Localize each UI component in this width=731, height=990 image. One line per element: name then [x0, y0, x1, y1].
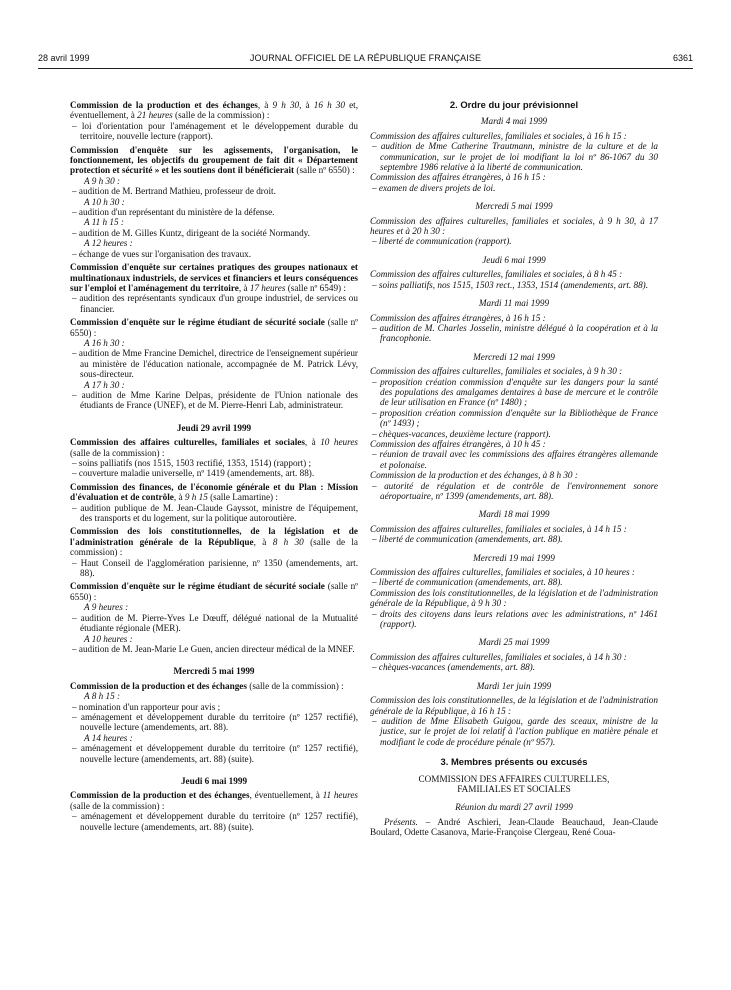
agenda-item: – liberté de communication (rapport).	[372, 236, 512, 247]
agenda-item: – liberté de communication (amendements, art. 88).	[372, 577, 563, 588]
session-time: A 11 h 15 :	[84, 217, 124, 228]
agenda-item: – examen de divers projets de loi.	[372, 182, 496, 193]
committee-paragraph: Commission des affaires culturelles, familiales et sociales, à 14 h 30 :	[370, 651, 627, 662]
paragraph-text: (salle nº 6550) :	[70, 581, 359, 602]
committee-paragraph	[70, 262, 358, 293]
date-heading: Mercredi 5 mai 1999	[475, 201, 553, 212]
agenda-item: – audition de M. Jean-Marie Le Guen, ancien directeur médical de la MNEF.	[72, 643, 355, 654]
date-heading: Jeudi 6 mai 1999	[482, 254, 546, 265]
agenda-item: – audition de M. Gilles Kuntz, dirigeant de la société Normandy.	[72, 227, 310, 238]
section-heading: 2. Ordre du jour prévisionnel	[449, 99, 579, 110]
committee-name: Commission d'enquête sur les agissements, l'organisation, le fonctionnement, les objectifs du groupement de fait dit « Département protection et sécurité » et les soutiens dont il bénéficierait	[70, 144, 358, 176]
paragraph-text: , à	[253, 536, 273, 547]
session-time: A 9 h 30 :	[84, 175, 121, 186]
day-heading: Jeudi 6 mai 1999	[180, 775, 248, 786]
agenda-item: – réunion de travail avec les commissions des affaires étrangères allemande et polonaise.	[372, 449, 658, 470]
paragraph-text: (salle nº 6549) :	[285, 282, 346, 293]
session-time: A 8 h 15 :	[84, 691, 121, 702]
agenda-item: – audition de Mme Francine Demichel, directrice de l'enseignement supérieur au ministère de l'éducation nationale, accompagnée de M. Patrick Lévy, sous-directeur.	[72, 348, 358, 380]
session-time: A 14 heures :	[84, 732, 133, 743]
right-column	[370, 100, 658, 838]
meeting-time: 17 heures	[249, 282, 286, 293]
date-heading: Mercredi 19 mai 1999	[473, 552, 555, 563]
agenda-item: – nomination d'un rapporteur pour avis ;	[72, 701, 221, 712]
agenda-item: – audition de M. Pierre-Yves Le Dœuff, délégué national de la Mutualité étudiante régionale (MER).	[72, 612, 358, 634]
agenda-item: – Haut Conseil de l'agglomération parisienne, nº 1350 (amendements, art. 88).	[72, 557, 358, 579]
session-time: A 16 h 30 :	[84, 337, 125, 348]
session-time: A 10 h 30 :	[84, 196, 125, 207]
committee-name: Commission des lois constitutionnelles, de la législation et de l'administration générale de la République	[70, 526, 358, 547]
agenda-item: – audition de Mme Catherine Trautmann, ministre de la culture et de la communication, sur le projet de loi modifiant la loi nº 86-1067 du 30 septembre 1986 relative à la liberté de communication.	[372, 141, 658, 173]
committee-paragraph: Commission des affaires étrangères, à 16 h 15 :	[370, 312, 546, 323]
agenda-item: – liberté de communication (amendements, art. 88).	[372, 534, 563, 545]
section-heading: 3. Membres présents ou excusés	[440, 756, 588, 768]
meeting-time: 11 heures	[322, 790, 358, 801]
committee-paragraph: Commission des affaires culturelles, familiales et sociales, à 8 h 45 :	[370, 269, 623, 280]
paragraph-text: (salle nº 6550) :	[294, 165, 355, 176]
agenda-item: – audition d'un représentant du ministère de la défense.	[72, 207, 275, 218]
session-time: A 12 heures :	[84, 238, 133, 249]
paragraph-text: (salle de la commission) :	[172, 110, 270, 121]
committee-name: Commission de la production et des échanges	[70, 680, 247, 691]
committee-name: Commission d'enquête sur le régime étudiant de sécurité sociale	[70, 581, 325, 592]
header-rule	[38, 68, 693, 69]
attendance-label: Présents.	[384, 816, 418, 827]
paragraph-text: (salle de la commission) :	[70, 536, 359, 558]
committee-paragraph: Commission de la production et des échanges, à 8 h 30 :	[370, 470, 578, 481]
agenda-item: – aménagement et développement durable du territoire (nº 1257 rectifié), nouvelle lecture (amendements, art. 88) (suite).	[72, 743, 358, 764]
committee-title: COMMISSION DES AFFAIRES CULTURELLES, FAMILIALES ET SOCIALES	[418, 773, 610, 794]
committee-name: Commission de la production et des échanges	[70, 790, 250, 801]
agenda-item: – audition de M. Bertrand Mathieu, professeur de droit.	[72, 186, 276, 197]
committee-name: Commission des affaires culturelles, familiales et sociales	[70, 437, 305, 448]
paragraph-text: , à	[299, 100, 314, 110]
session-time: A 9 heures :	[84, 602, 129, 613]
agenda-item: – proposition création commission d'enquête sur la Bibliothèque de France (nº 1493) ;	[372, 407, 658, 429]
date-heading: Mardi 1er juin 1999	[476, 680, 552, 691]
meeting-time: 9 h 30	[272, 100, 300, 110]
committee-name: Commission d'enquête sur le régime étudiant de sécurité sociale	[70, 317, 325, 328]
date-heading: Mardi 4 mai 1999	[480, 116, 548, 127]
paragraph-text: et, éventuellement, à	[70, 100, 359, 121]
agenda-item: – échange de vues sur l'organisation des travaux.	[72, 248, 252, 259]
date-heading: Réunion du mardi 27 avril 1999	[455, 802, 573, 813]
attendance-paragraph	[370, 817, 658, 838]
agenda-item: – chèques-vacances, deuxième lecture (rapport).	[372, 428, 551, 439]
committee-paragraph	[70, 100, 358, 121]
meeting-time: 10 heures	[320, 437, 359, 448]
committee-paragraph: Commission des affaires culturelles, familiales et sociales, à 10 heures :	[370, 567, 635, 578]
agenda-item: – droits des citoyens dans leurs relations avec les administrations, nº 1461 (rapport).	[372, 608, 658, 630]
committee-paragraph: Commission des affaires culturelles, familiales et sociales, à 16 h 15 :	[370, 130, 627, 141]
committee-paragraph: Commission des affaires étrangères, à 10 h 45 :	[370, 438, 546, 449]
paragraph-text: (salle de la commission) :	[70, 447, 165, 458]
committee-paragraph: Commission des lois constitutionnelles, de la législation et de l'administration générale de la République, à 16 h 15 :	[370, 695, 658, 716]
meeting-time: 16 h 30	[313, 100, 345, 110]
agenda-item: – autorité de régulation et de contrôle de l'environnement sonore aéroportuaire, nº 1399 (amendements, art. 88).	[372, 480, 658, 501]
meeting-time: 21 heures	[137, 110, 173, 121]
paragraph-text: (salle nº 6550) :	[70, 317, 359, 338]
committee-paragraph: Commission des affaires culturelles, familiales et sociales, à 9 h 30 :	[370, 366, 623, 377]
paragraph-text: , éventuellement, à	[249, 790, 323, 801]
agenda-item: – soins palliatifs (nos 1515, 1503 rectifié, 1353, 1514) (rapport) ;	[72, 458, 312, 468]
committee-name: Commission de la production et des échanges	[70, 100, 258, 110]
paragraph-text: , à	[304, 437, 321, 448]
agenda-item: – aménagement et développement durable du territoire (nº 1257 rectifié), nouvelle lecture (amendements, art. 88) (suite).	[72, 811, 358, 832]
agenda-item: – proposition création commission d'enquête sur les dangers pour la santé des populations des amalgames dentaires à base de mercure et le contrôle de leur utilisation en France (nº 1480) ;	[372, 376, 658, 408]
header-title: JOURNAL OFFICIEL DE LA RÉPUBLIQUE FRANÇAISE	[249, 53, 482, 63]
session-time: A 17 h 30 :	[84, 379, 125, 390]
committee-paragraph	[70, 437, 358, 458]
committee-name: Commission des finances, de l'économie générale et du Plan : Mission d'évaluation et de contrôle	[70, 481, 358, 503]
committee-paragraph: Commission des affaires culturelles, familiales et sociales, à 14 h 15 :	[370, 523, 627, 534]
agenda-item: – chèques-vacances (amendements, art. 88).	[372, 662, 536, 673]
agenda-item: – audition publique de M. Jean-Claude Gayssot, ministre de l'équipement, des transports et du logement, sur la politique autoroutière.	[72, 502, 358, 524]
meeting-time: 8 h 30	[272, 536, 304, 547]
agenda-item: – loi d'orientation pour l'aménagement et le développement durable du territoire, nouvelle lecture (rapport).	[72, 120, 358, 142]
committee-paragraph	[70, 145, 358, 176]
paragraph-text: (salle de la commission) :	[246, 680, 344, 691]
meeting-time: 9 h 15	[184, 492, 208, 503]
agenda-item: – audition de M. Charles Josselin, ministre délégué à la coopération et à la francophonie.	[372, 322, 658, 344]
header-date: 28 avril 1999	[38, 53, 90, 63]
header-page-number: 6361	[672, 53, 693, 63]
day-heading: Jeudi 29 avril 1999	[176, 422, 252, 433]
committee-paragraph	[70, 581, 358, 602]
agenda-item: – audition de Mme Elisabeth Guigou, garde des sceaux, ministre de la justice, sur le projet de loi relatif à l'action publique en matière pénale et modifiant le code de procédure pénale (nº 957).	[372, 715, 658, 747]
paragraph-text: , à	[173, 492, 185, 503]
committee-paragraph: Commission des affaires culturelles, familiales et sociales, à 9 h 30, à 17 heures et à 20 h 30 :	[370, 215, 658, 237]
committee-paragraph	[70, 681, 358, 691]
day-heading: Mercredi 5 mai 1999	[173, 666, 255, 677]
committee-paragraph: Commission des affaires étrangères, à 16 h 15 :	[370, 172, 546, 183]
left-column	[70, 100, 358, 832]
paragraph-text: (salle de la commission) :	[70, 800, 165, 811]
date-heading: Mardi 25 mai 1999	[478, 637, 550, 648]
agenda-item: – audition des représentants syndicaux d'un groupe industriel, de services ou financier.	[72, 293, 358, 314]
date-heading: Mardi 11 mai 1999	[478, 298, 550, 309]
paragraph-text: , à	[257, 100, 273, 110]
session-time: A 10 heures :	[84, 633, 133, 644]
date-heading: Mercredi 12 mai 1999	[473, 351, 555, 362]
committee-paragraph	[70, 526, 358, 557]
agenda-item: – soins palliatifs, nos 1515, 1503 rect., 1353, 1514 (amendements, art. 88).	[372, 279, 649, 290]
agenda-item: – couverture maladie universelle, nº 1419 (amendements, art. 88).	[72, 468, 315, 479]
committee-paragraph	[70, 790, 358, 811]
paragraph-text: , à	[238, 282, 250, 293]
attendance-names: – André Aschieri, Jean-Claude Beauchaud, Jean-Claude Boulard, Odette Casanova, Marie-Françoise Clergeau, René Coua-	[370, 816, 658, 838]
paragraph-text: (salle Lamartine) :	[207, 492, 278, 503]
committee-name: Commission d'enquête sur certaines pratiques des groupes nationaux et multinationaux industriels, de services et financiers et leurs conséquences sur l'emploi et l'aménagement du territoire	[70, 262, 358, 293]
committee-paragraph	[70, 317, 358, 338]
date-heading: Mardi 18 mai 1999	[478, 509, 550, 520]
agenda-item: – audition de Mme Karine Delpas, présidente de l'Union nationale des étudiants de France (UNEF), et de M. Pierre-Henri Lab, administrateur.	[72, 389, 358, 411]
agenda-item: – aménagement et développement durable du territoire (nº 1257 rectifié), nouvelle lecture (amendements, art. 88).	[72, 711, 358, 733]
committee-paragraph	[70, 482, 358, 503]
page-header	[38, 53, 693, 66]
committee-paragraph: Commission des lois constitutionnelles, de la législation et de l'administration générale de la République, à 9 h 30 :	[370, 587, 658, 609]
